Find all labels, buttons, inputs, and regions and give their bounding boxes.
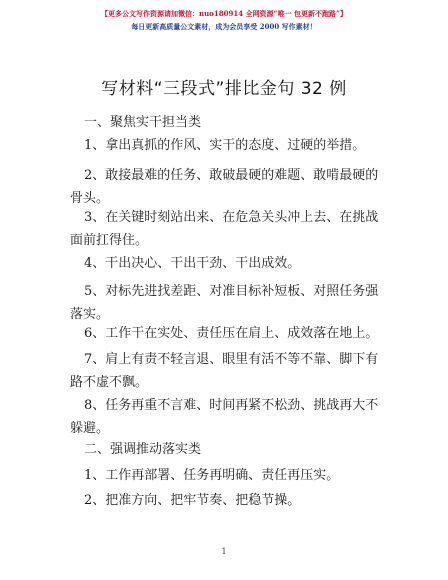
section-heading-2: 二、强调推动落实类 <box>84 442 202 457</box>
page-number: 1 <box>221 547 227 556</box>
document-title: 写材料“三段式”排比金句 32 例 <box>101 79 347 99</box>
list-item: 8、任务再重不言难、时间再紧不松劲、挑战再大不躲避。 <box>70 398 379 436</box>
list-item: 1、拿出真抓的作风、实干的态度、过硬的举措。 <box>84 138 366 153</box>
list-item: 4、干出决心、干出干劲、干出成效。 <box>84 256 301 271</box>
list-item <box>70 206 390 252</box>
list-item-text: 3、在关键时刻站出来、在危急关头冲上去、在挑战面前扛得住。 <box>70 210 379 248</box>
list-item: 2、把准方向、把牢节奏、把稳节操。 <box>84 493 301 508</box>
list-item: 1、工作再部署、任务再明确、责任再压实。 <box>84 468 340 483</box>
promo-banner-line-1: 【更多公文写作资源请加微信：nuo180914 全网资源“唯一 包更新不跑路”】 <box>101 9 347 18</box>
list-item: 6、工作干在实处、责任压在肩上、成效落在地上。 <box>84 326 379 341</box>
list-item: 5、对标先进找差距、对准目标补短板、对照任务强落实。 <box>70 284 379 322</box>
list-item: 7、肩上有责不轻言退、眼里有活不等不靠、脚下有路不虚不飘。 <box>70 352 379 390</box>
section-heading-1: 一、聚焦实干担当类 <box>84 115 202 130</box>
promo-banner-line-2: 每日更新高质量公文素材，成为会员享受 2000 写作素材！ <box>131 22 317 31</box>
list-item: 2、敢接最难的任务、敢破最硬的难题、敢啃最硬的骨头。 <box>70 168 379 206</box>
